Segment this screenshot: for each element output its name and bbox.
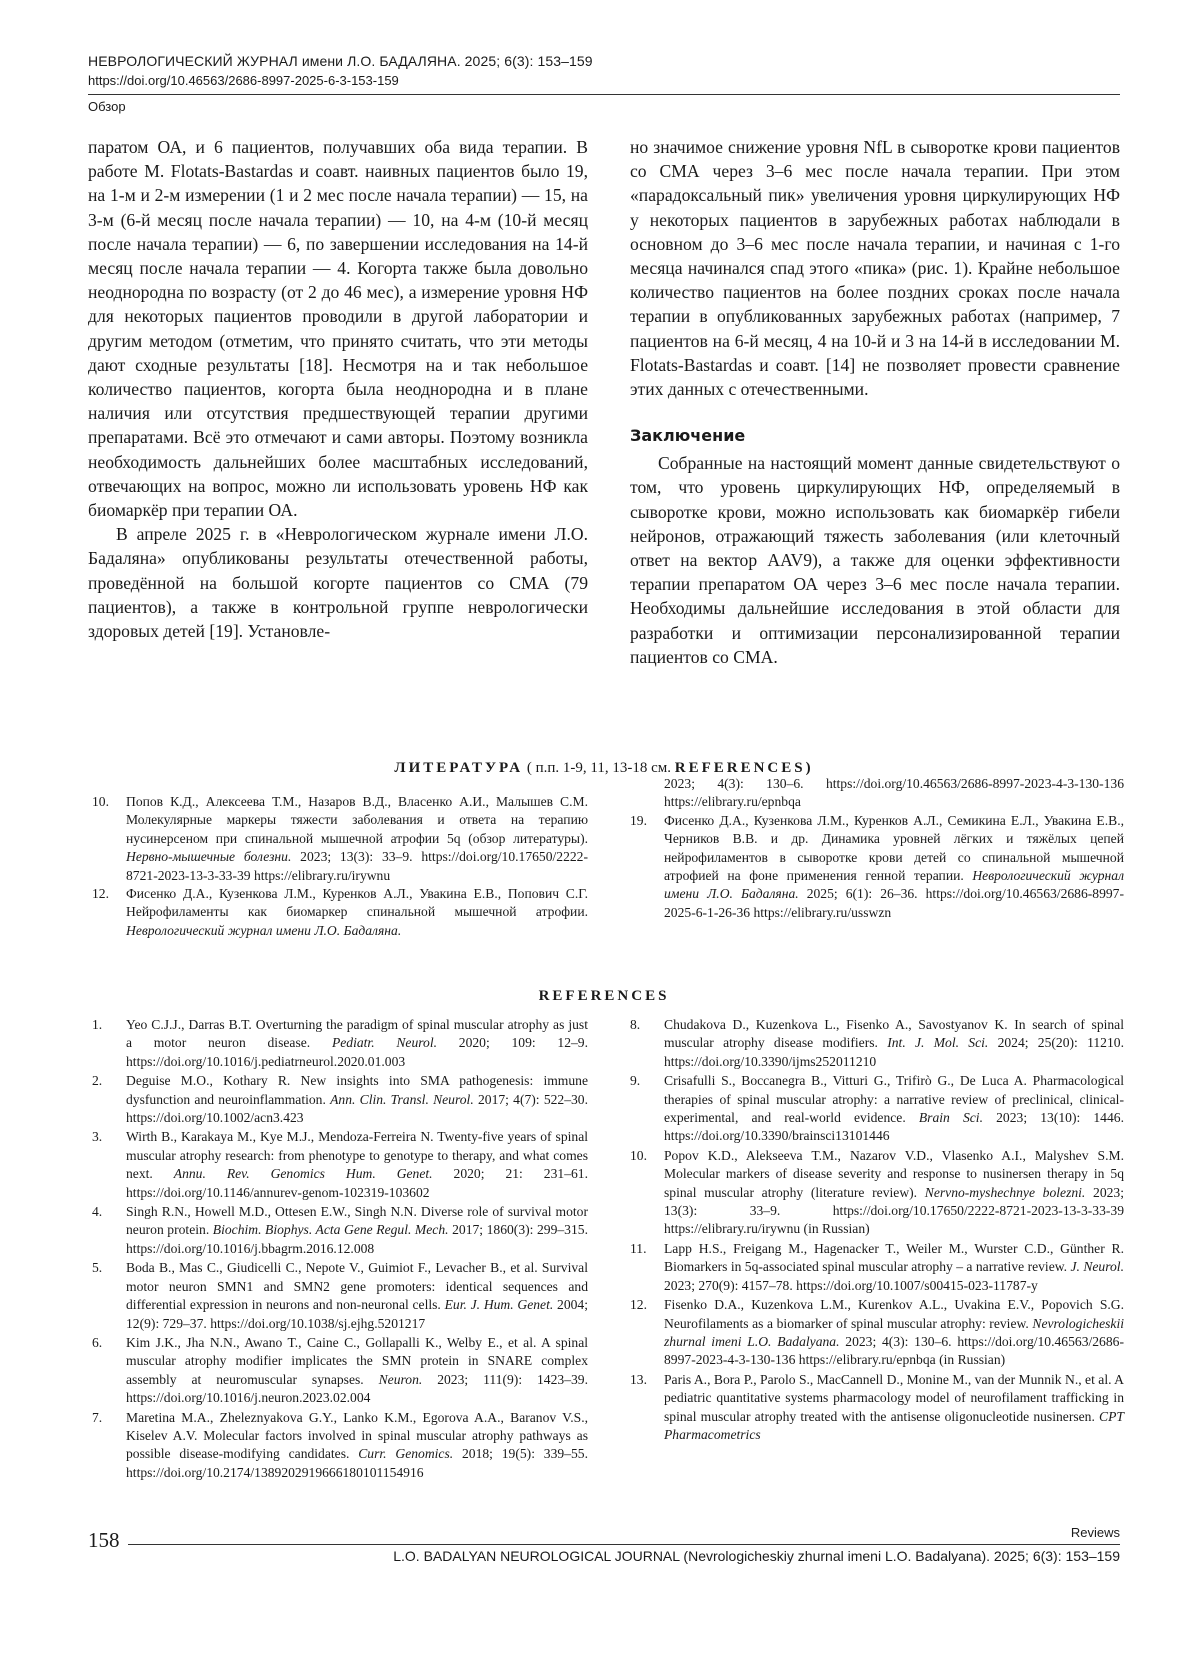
running-header <box>88 52 1120 90</box>
reference-text: Maretina M.A., Zheleznyakova G.Y., Lanko K.M., Egorova A.A., Baranov V.S., Kiselev A.V. Molecular factors involved in spinal muscular atrophy pathways as possible disease-modifying candidates. <box>126 1409 588 1462</box>
reference-details[interactable]: 2025; 6(1): 26–36. https://doi.org/10.46563/2686-8997-2025-6-1-26-36 https://elibrary.ru/usswzn <box>664 886 1124 920</box>
reference-journal: Neuron. <box>378 1371 423 1387</box>
reference-item <box>630 812 1124 922</box>
reference-continuation <box>630 775 1124 812</box>
header-divider <box>88 94 1120 95</box>
reference-number: 2. <box>92 1073 103 1089</box>
reference-number: 8. <box>630 1017 641 1032</box>
reference-number: 5. <box>92 1260 103 1276</box>
reference-text: Фисенко Д.А., Кузенкова Л.М., Куренков А.Л., Увакина Е.В., Попович С.Г. Нейрофиламенты как биомаркер спинальной мышечной атрофии. <box>126 886 588 920</box>
reference-number: 6. <box>92 1334 103 1350</box>
reference-journal: Curr. Genomics. <box>358 1446 454 1462</box>
journal-title: НЕВРОЛОГИЧЕСКИЙ ЖУРНАЛ имени Л.О. БАДАЛЯНА. 2025; 6(3): 153–159 <box>88 53 593 69</box>
reference-number: 10. <box>92 794 109 809</box>
reference-journal: Eur. J. Hum. Genet. <box>444 1297 554 1313</box>
reference-item <box>92 1334 588 1408</box>
reference-number: 12. <box>92 886 109 902</box>
reference-number: 19. <box>630 812 647 828</box>
article-doi-link[interactable]: https://doi.org/10.46563/2686-8997-2025-6-3-153-159 <box>88 73 399 88</box>
body-column-left <box>88 135 588 643</box>
reference-text: Paris A., Bora P., Parolo S., MacCannell D., Monine M., van der Munnik N., et al. A pediatric quantitative systems pharmacology model of neurofilament trafficking in spinal muscular atrophy treated with the antisense oligonucleotide nusinersen. <box>664 1371 1124 1424</box>
reference-text: Wirth B., Karakaya M., Kye M.J., Mendoza-Ferreira N. Twenty-five years of spinal muscular atrophy research: from phenotype to genotype to therapy, and what comes next. <box>126 1129 588 1182</box>
reference-item <box>92 1128 588 1202</box>
reference-journal: Pediatr. Neurol. <box>331 1035 438 1051</box>
reference-text: Crisafulli S., Boccanegra B., Vitturi G., Trifirò G., De Luca A. Pharmacological therapies of spinal muscular atrophy: a narrative review of preclinical, clinical-experimental, and real-world evidence. <box>664 1073 1124 1126</box>
reference-text: Chudakova D., Kuzenkova L., Fisenko A., Savostyanov K. In search of spinal muscular atrophy disease modifiers. <box>664 1017 1124 1051</box>
literature-note-link: REFERENCES) <box>674 760 814 776</box>
reference-item <box>630 1296 1124 1370</box>
page-number: 158 <box>88 1528 120 1552</box>
reference-text: Lapp H.S., Freigang M., Hagenacker T., Weiler M., Wurster C.D., Günther R. Biomarkers in 5q-associated spinal muscular atrophy – a narrative review. <box>664 1240 1124 1275</box>
literature-note: ( п.п. 1-9, 11, 13-18 см. <box>526 760 671 776</box>
reference-number: 3. <box>92 1129 103 1145</box>
reference-details[interactable]: 2023; 111(9): 1423–39. https://doi.org/10.1016/j.neuron.2023.02.004 <box>126 1371 588 1406</box>
reference-details[interactable]: 2017; 4(7): 522–30. https://doi.org/10.1002/acn3.423 <box>126 1091 588 1126</box>
reference-text: Yeo C.J.J., Darras B.T. Overturning the paradigm of spinal muscular atrophy as just a motor neuron disease. <box>126 1017 588 1051</box>
reference-item <box>92 1409 588 1483</box>
reference-number: 9. <box>630 1073 641 1089</box>
conclusion-paragraph: Собранные на настоящий момент данные свидетельствуют о том, что уровень циркулирующих НФ, определяемый в сыворотке крови, можно использовать как биомаркёр гибели нейронов, отражающий тяжесть заболевания (или клеточный ответ на вектор AAV9), а также для оценки эффективности терапии препаратом ОА через 3–6 мес после начала терапии. Необходимы дальнейшие исследования в этой области для разработки и оптимизации персонализированной терапии пациентов со СМА. <box>630 453 1120 667</box>
reference-details[interactable]: 2017; 1860(3): 299–315. https://doi.org/10.1016/j.bbagrm.2016.12.008 <box>126 1222 588 1256</box>
reference-text: Boda B., Mas C., Giudicelli C., Nepote V., Guimiot F., Levacher B., et al. Survival motor neuron SMN1 and SMN2 gene promoters: identical sequences and differential expression in neurons and non-neuronal cells. <box>126 1260 588 1313</box>
reference-journal: Brain Sci. <box>918 1110 983 1126</box>
reference-journal: Неврологический журнал имени Л.О. Бадаляна. <box>664 868 1125 902</box>
reference-details[interactable]: 2023; 4(3): 130–6. https://doi.org/10.46563/2686-8997-2023-4-3-130-136 https://elibrary.ru/epnbqa <box>664 776 1124 810</box>
reference-journal: J. Neurol. <box>1070 1259 1124 1275</box>
reference-number: 10. <box>630 1147 647 1163</box>
reference-details[interactable]: 2023; 13(3): 33–9. https://doi.org/10.17650/2222-8721-2023-13-3-33-39 https://elibrary.ru/irywnu (in Russian) <box>664 1184 1124 1237</box>
footer-divider <box>128 1544 1120 1545</box>
reference-text: Fisenko D.A., Kuzenkova L.M., Kurenkov A.L., Uvakina E.V., Popovich S.G. Neurofilaments as a biomarker of spinal muscular atrophy: review. <box>664 1297 1124 1331</box>
reference-details[interactable]: 2023; 270(9): 4157–78. https://doi.org/10.1007/s00415-023-11787-y <box>664 1277 1038 1293</box>
reference-journal: Nevrologicheskii zhurnal imeni L.O. Badalyana. <box>664 1315 1124 1349</box>
reference-journal: CPT Pharmacometrics <box>664 1408 1124 1442</box>
reference-journal: Нервно-мышечные болезни. <box>126 849 292 865</box>
reference-item <box>630 1371 1124 1445</box>
reference-details[interactable]: 2023; 4(3): 130–6. https://doi.org/10.46563/2686-8997-2023-4-3-130-136 https://elibrary.ru/epnbqa (in Russian) <box>664 1333 1124 1368</box>
references-heading: REFERENCES <box>538 988 670 1004</box>
reference-item <box>630 1016 1124 1071</box>
literature-title: ЛИТЕРАТУРА <box>394 760 524 776</box>
reference-item <box>92 1016 588 1071</box>
reference-text: Попов К.Д., Алексеева Т.М., Назаров В.Д., Власенко А.И., Малышев С.М. Молекулярные маркеры тяжести заболевания и ответа на терапию нусинерсеном при спинальной мышечной атрофии 5q (обзор литературы). <box>126 794 588 846</box>
reference-item <box>630 1072 1124 1146</box>
reference-number: 4. <box>92 1204 103 1220</box>
reference-text: Фисенко Д.А., Кузенкова Л.М., Куренков А.Л., Семикина Е.Л., Увакина Е.В., Черников В.В. и др. Динамика уровней лёгких и тяжёлых цепей нейрофиламентов в сыворотке крови детей со спинальной мышечной атрофией на фоне применения генной терапии. <box>664 812 1124 884</box>
reference-item <box>92 885 588 940</box>
section-label: Обзор <box>88 99 126 114</box>
russian-references-left <box>92 793 588 940</box>
reference-details[interactable]: 2024; 25(20): 11210. https://doi.org/10.3390/ijms252011210 <box>664 1035 1124 1069</box>
reference-item <box>630 1240 1124 1295</box>
body-paragraph: паратом ОА, и 6 пациентов, получавших оба вида терапии. В работе M. Flotats-Bastardas и соавт. наивных пациентов было 19, на 1-м и 2-м измерении (1 и 2 мес после начала терапии) — 15, на 3-м (6-й месяц после начала терапии) — 10, на 4-м (10-й месяц после начала терапии) — 6, по завершении исследования на 14-й месяц после начала терапии — 4. Когорта также была довольно неоднородна по возрасту (от 2 до 46 мес), а измерение уровня НФ для некоторых пациентов проводили в другой лаборатории и другим методом (отметим, что принято считать, что эти методы дают сходные результаты [18]. Несмотря на и так небольшое количество пациентов, когорта была неоднородна и в плане наличия или отсутствия предшествующей терапии другими препаратами. Всё это отмечают и сами авторы. Поэтому возникла необходимость дальнейших более масштабных исследований, отвечающих на вопрос, можно ли использовать уровень НФ как биомаркёр при терапии ОА. <box>88 137 588 521</box>
reference-text: Singh R.N., Howell M.D., Ottesen E.W., Singh N.N. Diverse role of survival motor neuron protein. <box>126 1204 588 1238</box>
conclusion-heading: Заключение <box>630 426 746 446</box>
reference-details[interactable]: 2018; 19(5): 339–55. https://doi.org/10.2174/1389202919666180101154916 <box>126 1446 588 1480</box>
footer-journal-title: L.O. BADALYAN NEUROLOGICAL JOURNAL (Nevrologicheskiy zhurnal imeni L.O. Badalyana). 2025; 6(3): 153–159 <box>393 1548 1120 1564</box>
reference-journal: Неврологический журнал имени Л.О. Бадаляна. <box>126 922 402 938</box>
reference-item <box>92 1259 588 1333</box>
reference-details[interactable]: 2020; 21: 231–61. https://doi.org/10.1146/annurev-genom-102319-103602 <box>126 1166 588 1200</box>
reference-text: Popov K.D., Alekseeva T.M., Nazarov V.D., Vlasenko A.I., Malyshev S.M. Molecular markers of disease severity and response to nusinersen therapy in 5q spinal muscular atrophy (literature review). <box>664 1147 1124 1200</box>
reference-item <box>92 793 588 885</box>
reference-journal: Annu. Rev. Genomics Hum. Genet. <box>173 1166 433 1182</box>
english-references-left <box>92 1016 588 1483</box>
russian-references-right <box>630 775 1124 922</box>
reference-item <box>92 1072 588 1127</box>
body-paragraph: но значимое снижение уровня NfL в сыворотке крови пациентов со СМА через 3–6 мес после начала терапии. При этом «парадоксальный пик» увеличения уровня циркулирующих НФ у некоторых пациентов в зарубежных работах наблюдали в основном до 3–6 мес после начала терапии, и начиная с 1-го месяца начинался спад этого «пика» (рис. 1). Крайне небольшое количество пациентов на более поздних сроках после начала терапии в опубликованных зарубежных работах (например, 7 пациентов на 6-й месяц, 4 на 10-й и 3 на 14-й в исследовании M. Flotats-Bastardas и соавт. [14] не позволяет провести сравнение этих данных с отечественными. <box>630 137 1120 400</box>
reference-number: 7. <box>92 1409 103 1425</box>
reference-journal: Nervno-myshechnye bolezni. <box>924 1184 1086 1200</box>
reference-details[interactable]: 2020; 109: 12–9. https://doi.org/10.1016/j.pediatrneurol.2020.01.003 <box>126 1035 589 1069</box>
body-column-right <box>630 135 1120 669</box>
reference-details[interactable]: 2004; 12(9): 729–37. https://doi.org/10.1038/sj.ejhg.5201217 <box>126 1297 588 1331</box>
footer-section-label: Reviews <box>1070 1525 1120 1540</box>
reference-number: 1. <box>92 1017 103 1032</box>
reference-journal: Ann. Clin. Transl. Neurol. <box>330 1091 474 1107</box>
reference-text: Deguise M.O., Kothary R. New insights into SMA pathogenesis: immune dysfunction and neuroinflammation. <box>126 1073 588 1107</box>
reference-number: 13. <box>630 1371 647 1387</box>
reference-text: Kim J.K., Jha N.N., Awano T., Caine C., Gollapalli K., Welby E., et al. A spinal muscular atrophy modifier implicates the SMN protein in SNARE complex assembly at neuromuscular synapses. <box>126 1334 588 1387</box>
reference-number: 12. <box>630 1297 647 1313</box>
reference-item <box>630 1147 1124 1239</box>
english-references-right <box>630 1016 1124 1445</box>
reference-number: 11. <box>630 1240 647 1256</box>
reference-item <box>92 1203 588 1258</box>
reference-journal: Biochim. Biophys. Acta Gene Regul. Mech. <box>212 1222 449 1238</box>
reference-details[interactable]: 2023; 13(3): 33–9. https://doi.org/10.17650/2222-8721-2023-13-3-33-39 https://elibrary.ru/irywnu <box>126 849 588 883</box>
body-paragraph: В апреле 2025 г. в «Неврологическом журнале имени Л.О. Бадаляна» опубликованы результаты отечественной работы, проведённой на большой когорте пациентов со СМА (79 пациентов), а также в контрольной группе неврологически здоровых детей [19]. Установле- <box>88 524 588 642</box>
reference-details[interactable]: 2023; 13(10): 1446. https://doi.org/10.3390/brainsci13101446 <box>664 1110 1124 1144</box>
reference-journal: Int. J. Mol. Sci. <box>887 1035 989 1051</box>
